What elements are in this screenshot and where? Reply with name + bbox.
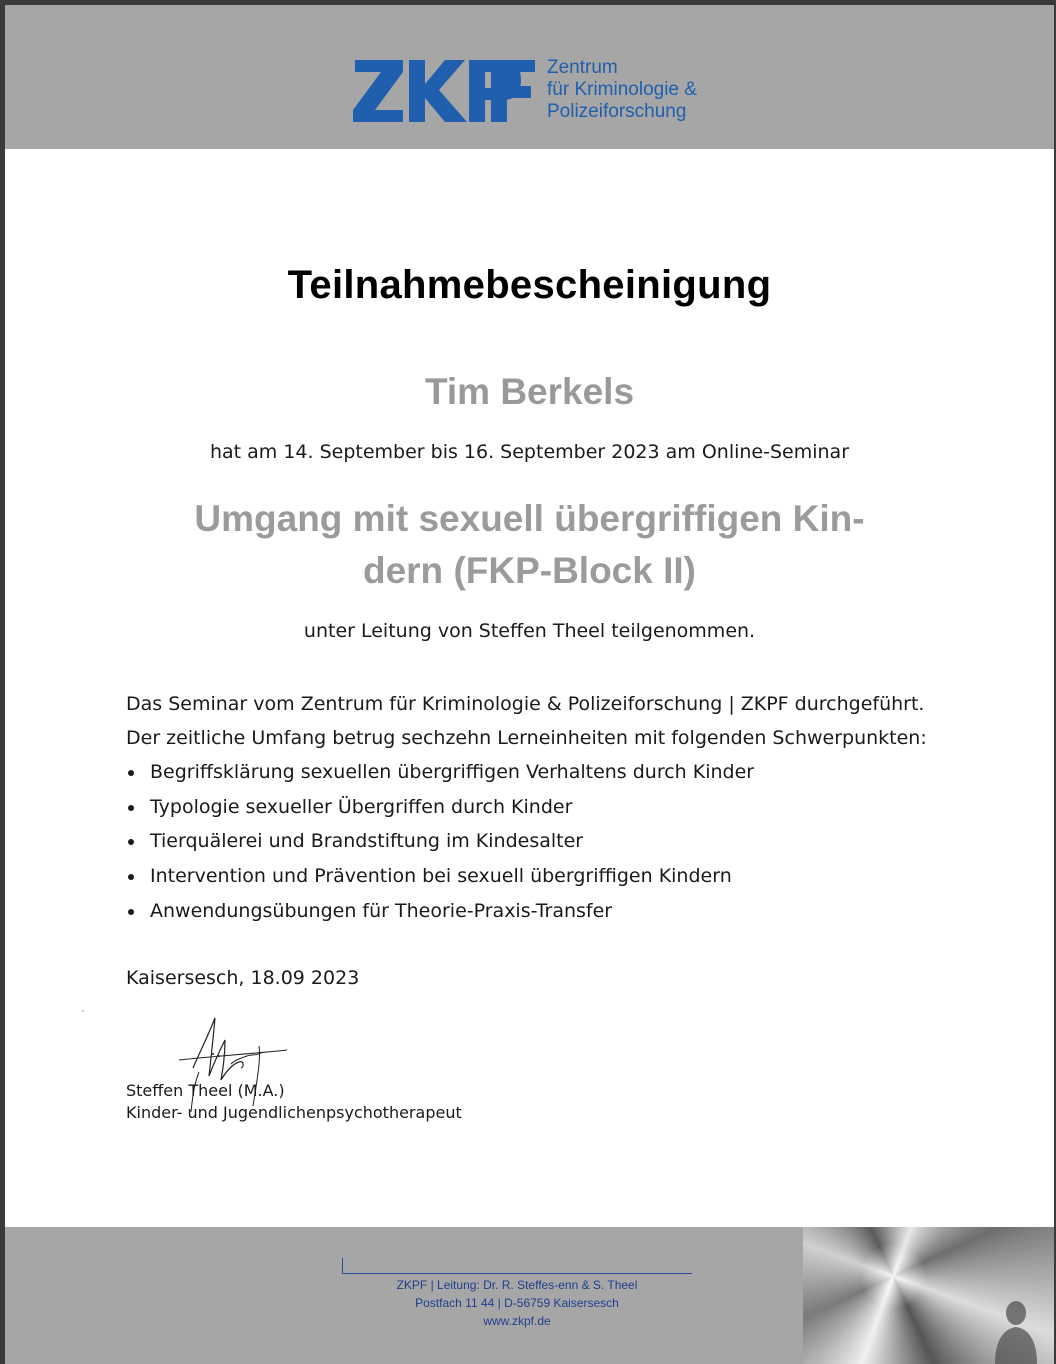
list-item: [126, 894, 986, 929]
bullet-icon: [128, 909, 134, 915]
description-line-1: Das Seminar vom Zentrum für Kriminologie & Polizeiforschung | ZKPF durchgeführt.: [126, 693, 925, 715]
topic-text: Typologie sexueller Übergriffen durch Kinder: [150, 795, 573, 818]
seminar-title-line-1: Umgang mit sexuell übergriffigen Kin-: [194, 498, 865, 539]
list-item: [126, 790, 986, 825]
topic-text: Intervention und Prävention bei sexuell übergriffigen Kindern: [150, 865, 732, 888]
bullet-icon: [128, 839, 134, 845]
certificate-title: Teilnahmebescheinigung: [287, 263, 772, 307]
logo-line-2: für Kriminologie &: [547, 79, 697, 100]
footer-website-link[interactable]: www.zkpf.de: [483, 1314, 551, 1328]
certificate-page: [5, 5, 1054, 1364]
footer-band: [5, 1227, 1054, 1364]
signer-role: Kinder- und Jugendlichenpsychotherapeut: [126, 1103, 462, 1122]
signer-block: [126, 1080, 462, 1124]
zkpf-logo-letter-f: [483, 60, 535, 122]
list-item: [126, 755, 986, 790]
logo-line-3: Polizeiforschung: [547, 101, 687, 122]
topics-list: [126, 755, 986, 928]
person-silhouette-icon: [993, 1297, 1039, 1364]
description-line-2: Der zeitliche Umfang betrug sechzehn Lerneinheiten mit folgenden Schwerpunkten:: [126, 727, 927, 749]
footer-contact: [342, 1276, 692, 1330]
logo-line-1: Zentrum: [547, 57, 618, 78]
list-item: [126, 824, 986, 859]
seminar-title: [105, 493, 954, 597]
date-line: hat am 14. September bis 16. September 2023 am Online-Seminar: [209, 441, 850, 463]
leader-line: unter Leitung von Steffen Theel teilgenommen.: [303, 620, 756, 642]
topic-text: Anwendungsübungen für Theorie-Praxis-Transfer: [150, 899, 613, 922]
footer-decorative-image: [803, 1227, 1054, 1364]
scan-speck: [82, 1010, 84, 1012]
place-date: Kaisersesch, 18.09 2023: [126, 967, 360, 989]
description-paragraph: [126, 687, 986, 755]
bullet-icon: [128, 770, 134, 776]
header-band: [5, 5, 1054, 149]
topic-text: Begriffsklärung sexuellen übergriffigen Verhaltens durch Kinder: [150, 761, 755, 783]
list-item: [126, 859, 986, 894]
footer-line-2: Postfach 11 44 | D-56759 Kaisersesch: [415, 1296, 619, 1310]
seminar-title-line-2: dern (FKP-Block II): [362, 550, 697, 591]
bullet-icon: [128, 805, 134, 811]
signer-name: Steffen Theel (M.A.): [126, 1081, 285, 1100]
footer-rule-tick: [342, 1258, 343, 1273]
footer-line-1: ZKPF | Leitung: Dr. R. Steffes-enn & S. Theel: [396, 1278, 638, 1292]
participant-name: Tim Berkels: [424, 371, 635, 412]
bullet-icon: [128, 874, 134, 880]
topic-text: Tierquälerei und Brandstiftung im Kindesalter: [150, 830, 584, 853]
logo-name-text: [547, 57, 697, 123]
footer-rule: [342, 1273, 692, 1274]
